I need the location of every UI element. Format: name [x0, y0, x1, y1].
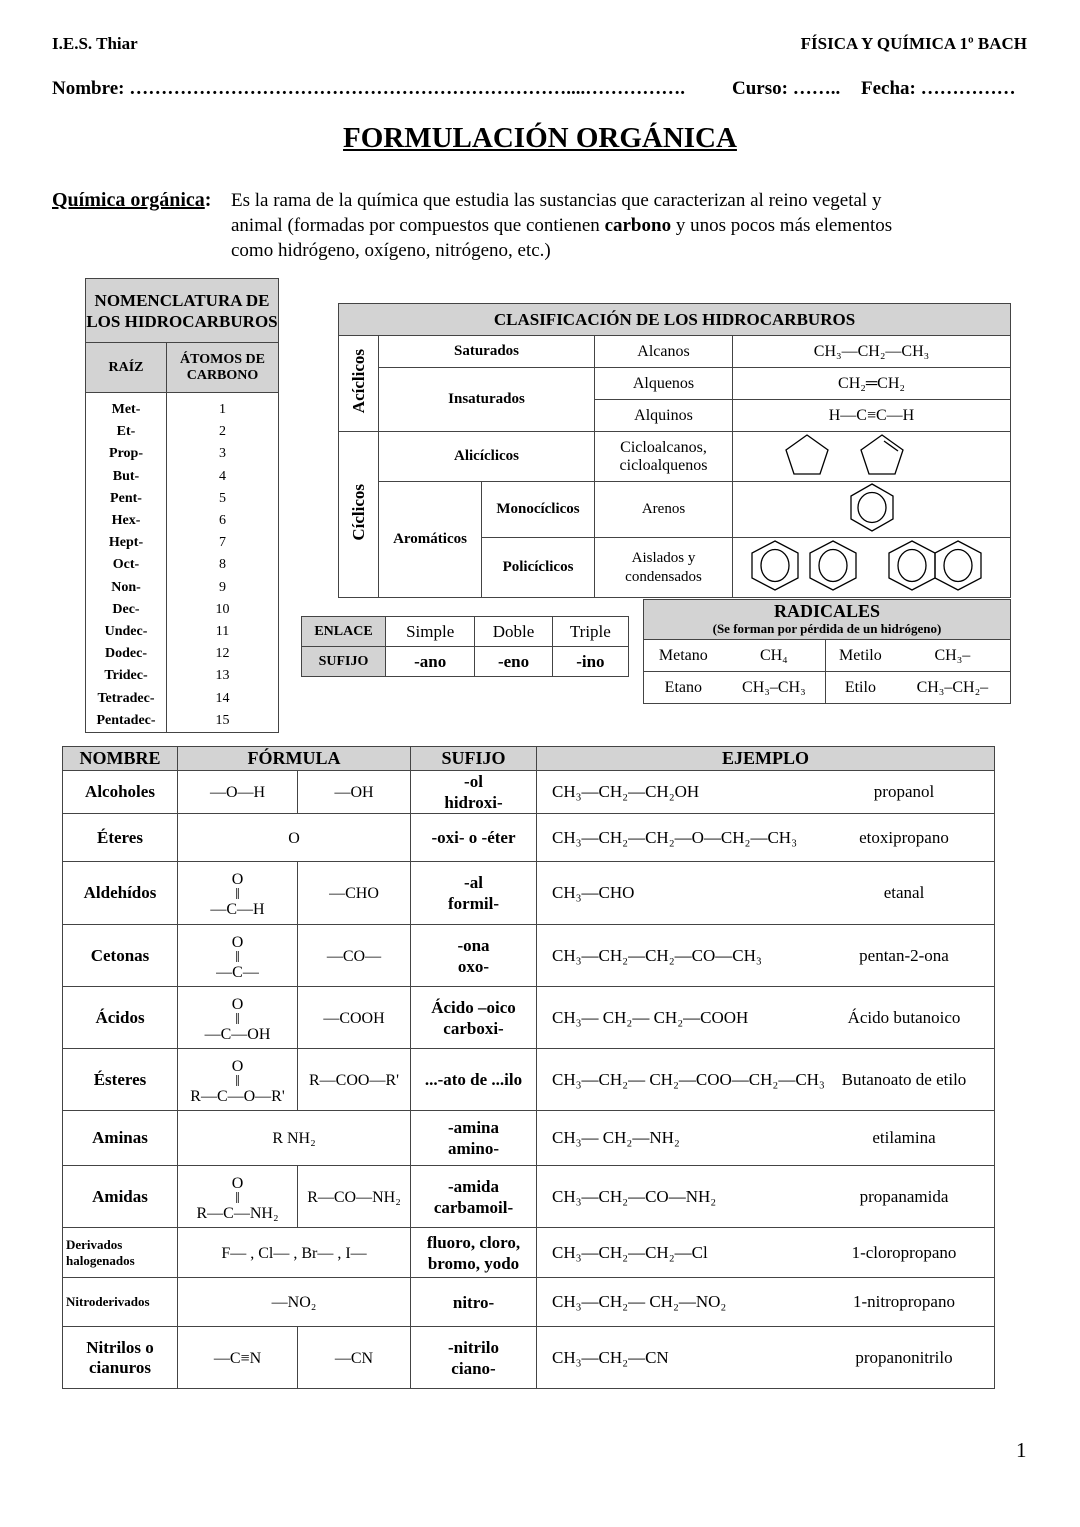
formula-line: R NH₂: [272, 1130, 316, 1147]
page-title: FORMULACIÓN ORGÁNICA: [343, 122, 737, 154]
atoms-header: ÁTOMOS DE CARBONO: [167, 343, 279, 393]
structural-formula: [214, 1351, 261, 1366]
aislados-label: Aislados y condensados: [595, 538, 733, 598]
example-name: propanonitrilo: [855, 1347, 953, 1367]
col-header-formula: FÓRMULA: [178, 747, 411, 771]
alquinos-label: Alquinos: [595, 400, 733, 432]
example-name: 1-nitropropano: [853, 1292, 955, 1311]
group-name: Ésteres: [63, 1049, 178, 1111]
table-row: [63, 1166, 995, 1228]
group-name: Amidas: [63, 1166, 178, 1228]
course-field: Curso: ……..: [732, 78, 841, 99]
date-field: Fecha: ……………: [861, 78, 1016, 99]
example-formula: CH₃—CH₂—CN: [552, 1347, 669, 1367]
nomenclature-table: [85, 278, 279, 733]
suffix-line: -amida: [448, 1176, 499, 1196]
structural-formula: [210, 785, 265, 800]
bond-suffix: -ino: [552, 647, 628, 677]
atoms-item: 2: [219, 424, 226, 440]
formula-structural: [178, 925, 298, 987]
root-list: [86, 393, 167, 733]
formula-structural: [178, 771, 298, 814]
group-name: Nitrilos o cianuros: [63, 1327, 178, 1389]
formula-line: R—CO—NH₂: [307, 1188, 401, 1206]
table-row: [63, 1228, 995, 1278]
bond-type: Triple: [552, 617, 628, 647]
example-cell: [537, 814, 995, 862]
group-name: Alcoholes: [63, 771, 178, 814]
example-name: pentan-2-ona: [859, 945, 949, 965]
benzene-drawing: [733, 482, 1011, 538]
root-item: Hex-: [111, 513, 141, 529]
suffix-cell: [411, 771, 537, 814]
intro-line: [231, 213, 1021, 238]
radical-formula: CH₃–CH₂–: [895, 672, 1011, 704]
formula-condensed: [298, 1327, 411, 1389]
table-row: [63, 862, 995, 925]
atoms-item: 11: [215, 624, 230, 640]
saturados-label: Saturados: [379, 336, 595, 368]
atoms-item: 12: [215, 646, 230, 662]
alcanos-formula: CH₃—CH₂—CH₃: [733, 336, 1011, 368]
table-row: [63, 1278, 995, 1327]
root-item: Prop-: [109, 446, 143, 462]
radicals-table: [643, 599, 1011, 704]
alkane-name: Etano: [644, 672, 723, 704]
example: [540, 828, 991, 848]
condensed-formula: [307, 1190, 401, 1205]
formula-structural: [178, 1111, 411, 1166]
example-formula: CH₃—CH₂—CO—NH₂: [552, 1186, 717, 1206]
classification-title: CLASIFICACIÓN DE LOS HIDROCARBUROS: [339, 304, 1011, 336]
atoms-item: 3: [219, 446, 226, 462]
root-item: Et-: [116, 424, 136, 440]
example: [540, 1187, 991, 1207]
example-name: 1-cloropropano: [851, 1242, 957, 1262]
suffix-line: -amina: [448, 1118, 499, 1137]
formula-condensed: [298, 862, 411, 925]
table-row: [63, 1111, 995, 1166]
example-cell: [537, 1166, 995, 1228]
example-name: propanol: [873, 782, 935, 801]
formula-line: —CHO: [329, 885, 379, 902]
example-cell: [537, 1049, 995, 1111]
suffix-cell: [411, 925, 537, 987]
example-formula: CH₃—CH₂— CH₂—NO₂: [552, 1292, 727, 1311]
suffix-cell: [411, 1166, 537, 1228]
root-item: Met-: [111, 402, 141, 417]
example: [540, 782, 991, 802]
table-row: [63, 987, 995, 1049]
formula-structural: [178, 1278, 411, 1327]
example: [540, 1348, 991, 1368]
intro-text: [231, 188, 1021, 263]
monociclicos-label: Monocíclicos: [482, 482, 595, 538]
example-cell: [537, 987, 995, 1049]
root-header: RAÍZ: [86, 343, 167, 393]
formula-line: ‖: [235, 1072, 240, 1090]
condensed-formula: [335, 1351, 373, 1366]
example-name: propanamida: [859, 1186, 949, 1206]
formula-line: —NO₂: [271, 1294, 317, 1311]
atoms-item: 9: [219, 579, 226, 595]
table-row: [63, 925, 995, 987]
formula-structural: [178, 1166, 298, 1228]
condensed-formula: [323, 1011, 384, 1026]
radical-name: Etilo: [826, 672, 895, 704]
aciclicos-label: Acíclicos: [348, 348, 368, 414]
example-cell: [537, 1278, 995, 1327]
suffix-line: formil-: [448, 894, 499, 913]
bond-table: [301, 616, 629, 677]
formula-line: R—C—O—R': [190, 1087, 285, 1105]
formula-line: —COOH: [323, 1009, 385, 1027]
formula-line: O: [231, 871, 244, 888]
aliciclicos-label: Alicíclicos: [379, 432, 595, 482]
intro-text-part: y unos pocos más elementos: [671, 215, 893, 236]
example-cell: [537, 771, 995, 814]
formula-line: ‖: [235, 948, 240, 966]
formula-structural: [178, 862, 298, 925]
example: [540, 883, 991, 903]
suffix-line: nitro-: [452, 1292, 495, 1312]
formula-line: ‖: [235, 1010, 240, 1028]
example-formula: CH₃— CH₂—NH₂: [552, 1128, 680, 1147]
example-name: etanal: [883, 883, 925, 902]
group-name: Aldehídos: [63, 862, 178, 925]
formula-line: O: [231, 1057, 244, 1075]
benzene-icon: [842, 482, 902, 532]
group-name: Cetonas: [63, 925, 178, 987]
formula-line: O: [231, 933, 244, 951]
arenos-label: Arenos: [595, 482, 733, 538]
structural-formula: [190, 1059, 284, 1104]
example-name: Ácido butanoico: [847, 1007, 961, 1027]
alquenos-formula: CH₂═CH₂: [733, 368, 1011, 400]
bond-type: Doble: [475, 617, 552, 647]
suffix-line: -al: [464, 873, 483, 892]
atoms-item: 5: [219, 490, 226, 506]
formula-line: ‖: [235, 1189, 240, 1207]
structural-formula: [288, 831, 300, 846]
condensed-formula: [327, 949, 381, 964]
example-formula: CH₃—CH₂—CH₂—Cl: [552, 1242, 708, 1262]
group-name: Nitroderivados: [63, 1278, 178, 1327]
example-formula: CH₃—CHO: [552, 883, 635, 902]
suffix-line: carboxi-: [443, 1018, 504, 1038]
condensed-formula: [334, 785, 373, 800]
root-item: Pentadec-: [96, 712, 156, 728]
formula-line: O: [231, 995, 244, 1013]
suffix-line: hidroxi-: [444, 793, 503, 812]
formula-structural: [178, 1228, 411, 1278]
intro-label: [52, 188, 211, 213]
cyclopentane-icon: [772, 432, 972, 476]
suffix-line: oxo-: [457, 956, 490, 976]
alquenos-label: Alquenos: [595, 368, 733, 400]
suffix-line: -ona: [457, 935, 490, 955]
suffix-line: ...-ato de ...ilo: [424, 1070, 523, 1089]
structural-formula: [221, 1246, 366, 1261]
atoms-item: 6: [219, 513, 226, 529]
suffix-cell: [411, 1228, 537, 1278]
suffix-line: -ol: [464, 772, 483, 791]
intro-label-text: Química orgánica: [52, 189, 205, 211]
suffix-line: bromo, yodo: [427, 1253, 520, 1273]
cycloalkane-drawings: [733, 432, 1011, 482]
suffix-line: -nitrilo: [448, 1337, 499, 1357]
classification-table: [338, 303, 1011, 598]
formula-line: —CN: [334, 1349, 374, 1367]
suffix-line: -oxi- o -éter: [431, 828, 516, 847]
alkane-formula: CH₃–CH₃: [723, 672, 826, 704]
atoms-list: [167, 393, 279, 733]
name-field: Nombre: ……………………………………………………………....…………….: [52, 78, 685, 99]
naphthalene-biphenyl-icon: [747, 538, 997, 592]
group-name: Ácidos: [63, 987, 178, 1049]
formula-line: —C≡N: [213, 1349, 262, 1367]
alkane-name: Metano: [644, 640, 723, 672]
insaturados-label: Insaturados: [379, 368, 595, 432]
example-name: etilamina: [872, 1128, 936, 1147]
example-name: Butanoato de etilo: [841, 1069, 967, 1089]
atoms-item: 1: [219, 402, 226, 417]
example-formula: CH₃—CH₂—CH₂—CO—CH₃: [552, 945, 762, 965]
formula-line: —OH: [334, 784, 374, 801]
structural-formula: [216, 935, 259, 980]
subject-name: FÍSICA Y QUÍMICA 1º BACH: [800, 34, 1027, 53]
formula-line: O: [231, 1174, 244, 1192]
ciclicos-label: Cíclicos: [348, 483, 368, 541]
suffix-line: amino-: [448, 1139, 499, 1158]
atoms-item: 13: [215, 668, 230, 684]
example: [540, 1070, 991, 1090]
root-item: Oct-: [112, 557, 140, 573]
atoms-item: 14: [215, 690, 230, 706]
formula-line: R—COO—R': [308, 1071, 399, 1089]
page-number: 1: [1016, 1438, 1027, 1462]
condensed-formula: [309, 1073, 399, 1088]
condensed-formula: [329, 886, 379, 901]
example: [540, 946, 991, 966]
formula-line: —CO—: [326, 947, 382, 965]
col-header-nombre: NOMBRE: [63, 747, 178, 771]
root-item: Undec-: [104, 624, 148, 640]
formula-condensed: [298, 771, 411, 814]
intro-line: como hidrógeno, oxígeno, nitrógeno, etc.): [231, 240, 551, 261]
nomenclature-title: NOMENCLATURA DE LOS HIDROCARBUROS: [86, 279, 279, 343]
root-item: Pent-: [110, 490, 142, 506]
radical-formula: CH₃–: [895, 640, 1011, 672]
example-formula: CH₃—CH₂—CH₂OH: [552, 782, 700, 801]
col-header-ejemplo: EJEMPLO: [537, 747, 995, 771]
bond-suffix: -eno: [475, 647, 552, 677]
formula-structural: [178, 1327, 298, 1389]
intro-text-part: animal (formadas por compuestos que contienen: [231, 215, 605, 236]
structural-formula: [272, 1131, 315, 1146]
formula-line: —C—H: [210, 901, 265, 918]
radicals-subtitle: (Se forman por pérdida de un hidrógeno): [712, 620, 942, 636]
alkane-formula: CH₄: [723, 640, 826, 672]
sufijo-header: SUFIJO: [302, 647, 386, 677]
suffix-cell: [411, 987, 537, 1049]
example-name: etoxipropano: [859, 827, 949, 847]
formula-line: F— , Cl— , Br— , I—: [221, 1244, 367, 1262]
example: [540, 1243, 991, 1263]
atoms-item: 10: [215, 601, 230, 617]
root-item: Dec-: [112, 601, 140, 617]
example-cell: [537, 862, 995, 925]
aromaticos-label: Aromáticos: [379, 482, 482, 598]
formula-line: R—C—NH₂: [196, 1204, 279, 1222]
structural-formula: [272, 1295, 317, 1310]
formula-line: O: [288, 829, 300, 847]
intro-bold: carbono: [604, 215, 672, 236]
root-item: Tridec-: [104, 668, 148, 684]
suffix-line: fluoro, cloro,: [426, 1232, 521, 1252]
example-formula: CH₃— CH₂— CH₂—COOH: [552, 1007, 749, 1027]
atoms-item: 7: [219, 535, 226, 551]
root-item: But-: [112, 468, 140, 484]
suffix-cell: [411, 862, 537, 925]
table-row: [63, 1327, 995, 1389]
radical-name: Metilo: [826, 640, 895, 672]
col-header-sufijo: SUFIJO: [411, 747, 537, 771]
suffix-cell: [411, 1278, 537, 1327]
formula-condensed: [298, 1049, 411, 1111]
intro-line: Es la rama de la química que estudia las sustancias que caracterizan al reino vegetal y: [231, 190, 882, 211]
example-cell: [537, 1228, 995, 1278]
suffix-cell: [411, 1327, 537, 1389]
formula-line: —O—H: [209, 784, 266, 801]
root-item: Non-: [111, 579, 141, 595]
example: [540, 1008, 991, 1028]
suffix-line: ciano-: [451, 1358, 496, 1378]
formula-line: —C—: [216, 963, 259, 981]
functional-groups-table: [62, 746, 995, 1389]
alcanos-label: Alcanos: [595, 336, 733, 368]
atoms-item: 15: [215, 712, 230, 728]
example-formula: CH₃—CH₂— CH₂—COO—CH₂—CH₃: [552, 1069, 825, 1089]
atoms-item: 8: [219, 557, 226, 573]
suffix-cell: [411, 1049, 537, 1111]
policiclicos-label: Policíclicos: [482, 538, 595, 598]
example-cell: [537, 925, 995, 987]
suffix-line: Ácido –oico: [431, 997, 516, 1017]
intro-colon: :: [204, 189, 212, 211]
example: [540, 1128, 991, 1148]
formula-structural: [178, 987, 298, 1049]
bond-type: Simple: [386, 617, 475, 647]
bond-suffix: -ano: [386, 647, 475, 677]
table-row: [63, 771, 995, 814]
atoms-item: 4: [219, 468, 226, 484]
suffix-line: carbamoil-: [433, 1197, 514, 1217]
radicals-title: RADICALES: [773, 600, 881, 621]
root-item: Hept-: [108, 535, 144, 551]
group-name: Aminas: [63, 1111, 178, 1166]
suffix-cell: [411, 1111, 537, 1166]
radicals-header: [644, 600, 1011, 640]
formula-condensed: [298, 925, 411, 987]
alquinos-formula: H—C≡C—H: [733, 400, 1011, 432]
formula-line: ‖: [235, 886, 240, 903]
table-row: [63, 814, 995, 862]
formula-structural: [178, 1049, 298, 1111]
formula-condensed: [298, 1166, 411, 1228]
root-item: Dodec-: [105, 646, 147, 662]
formula-structural: [178, 814, 411, 862]
cicloalcanos-label: Cicloalcanos, cicloalquenos: [595, 432, 733, 482]
example-cell: [537, 1111, 995, 1166]
example: [540, 1292, 991, 1312]
formula-condensed: [298, 987, 411, 1049]
example-formula: CH₃—CH₂—CH₂—O—CH₂—CH₃: [552, 827, 797, 847]
group-name: Éteres: [63, 814, 178, 862]
structural-formula: [196, 1176, 278, 1221]
enlace-header: ENLACE: [302, 617, 386, 647]
structural-formula: [205, 997, 271, 1042]
group-name: Derivados halogenados: [63, 1228, 178, 1278]
school-name: I.E.S. Thiar: [52, 34, 138, 53]
example-cell: [537, 1327, 995, 1389]
table-row: [63, 1049, 995, 1111]
polycyclic-drawing: [733, 538, 1011, 598]
formula-line: —C—OH: [204, 1025, 271, 1043]
suffix-cell: [411, 814, 537, 862]
root-item: Tetradec-: [97, 690, 155, 706]
structural-formula: [210, 872, 264, 917]
